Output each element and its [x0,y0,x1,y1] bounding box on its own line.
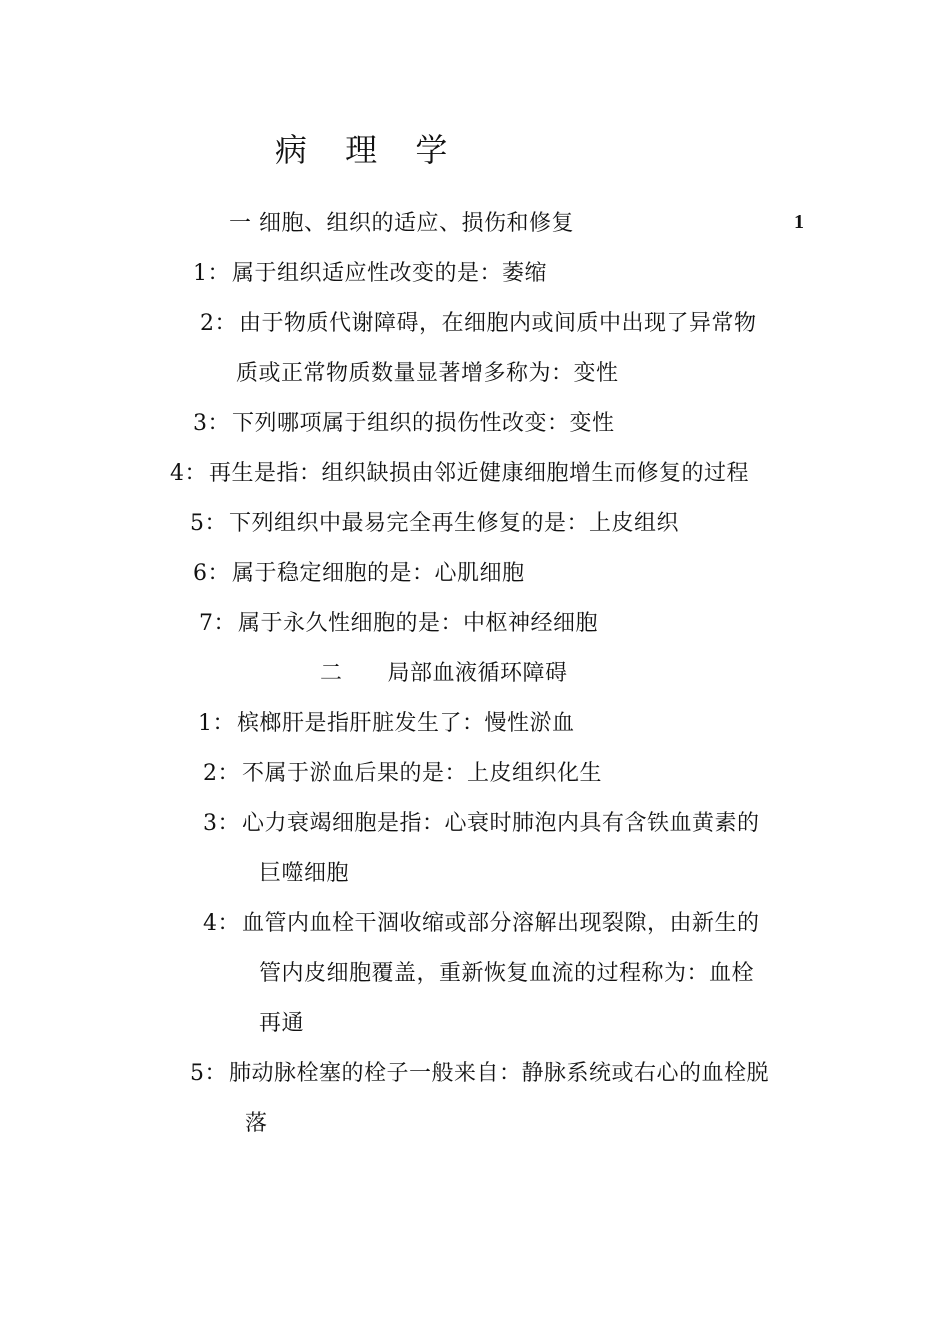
item-text: 心力衰竭细胞是指：心衰时肺泡内具有含铁血黄素的 [242,811,760,836]
item-text: 属于永久性细胞的是：中枢神经细胞 [238,611,599,636]
list-item [198,709,575,739]
item-number: 4： [170,461,207,486]
item-continuation: 巨噬细胞 [259,861,350,886]
item-number: 1： [198,711,235,736]
list-item [193,559,525,589]
item-number: 4： [203,911,240,936]
list-item [190,509,679,539]
item-text: 再生是指：组织缺损由邻近健康细胞增生而修复的过程 [209,461,750,486]
item-number: 3： [193,411,230,436]
item-text: 由于物质代谢障碍，在细胞内或间质中出现了异常物 [239,311,757,336]
item-text: 肺动脉栓塞的栓子一般来自：静脉系统或右心的血栓脱 [229,1061,770,1086]
item-text: 槟榔肝是指肝脏发生了：慢性淤血 [237,711,575,736]
section-heading-1: 一 细胞、组织的适应、损伤和修复 [229,211,574,236]
list-item [199,609,598,639]
item-continuation: 再通 [259,1011,305,1036]
item-continuation: 落 [245,1111,268,1136]
item-text: 不属于淤血后果的是：上皮组织化生 [242,761,603,786]
item-number: 5： [190,511,227,536]
item-text: 属于稳定细胞的是：心肌细胞 [232,561,525,586]
list-item [203,759,602,789]
list-item [203,809,760,839]
item-number: 5： [190,1061,227,1086]
section-heading-2: 二 局部血液循环障碍 [320,661,568,686]
list-item [203,909,760,939]
list-item [170,459,749,489]
item-number: 1： [193,261,230,286]
list-item [190,1059,769,1089]
item-text: 属于组织适应性改变的是：萎缩 [232,261,548,286]
list-item [193,409,615,439]
page-title: 病 理 学 [275,131,462,169]
item-number: 2： [203,761,240,786]
item-text: 下列哪项属于组织的损伤性改变：变性 [232,411,615,436]
item-text: 下列组织中最易完全再生修复的是：上皮组织 [229,511,680,536]
item-continuation: 管内皮细胞覆盖，重新恢复血流的过程称为：血栓 [259,961,755,986]
item-number: 7： [199,611,236,636]
item-number: 6： [193,561,230,586]
item-number: 2： [200,311,237,336]
page-number: 1 [794,211,804,233]
list-item [200,309,757,339]
item-number: 3： [203,811,240,836]
item-continuation: 质或正常物质数量显著增多称为：变性 [236,361,619,386]
item-text: 血管内血栓干涸收缩或部分溶解出现裂隙，由新生的 [242,911,760,936]
list-item [193,259,547,289]
